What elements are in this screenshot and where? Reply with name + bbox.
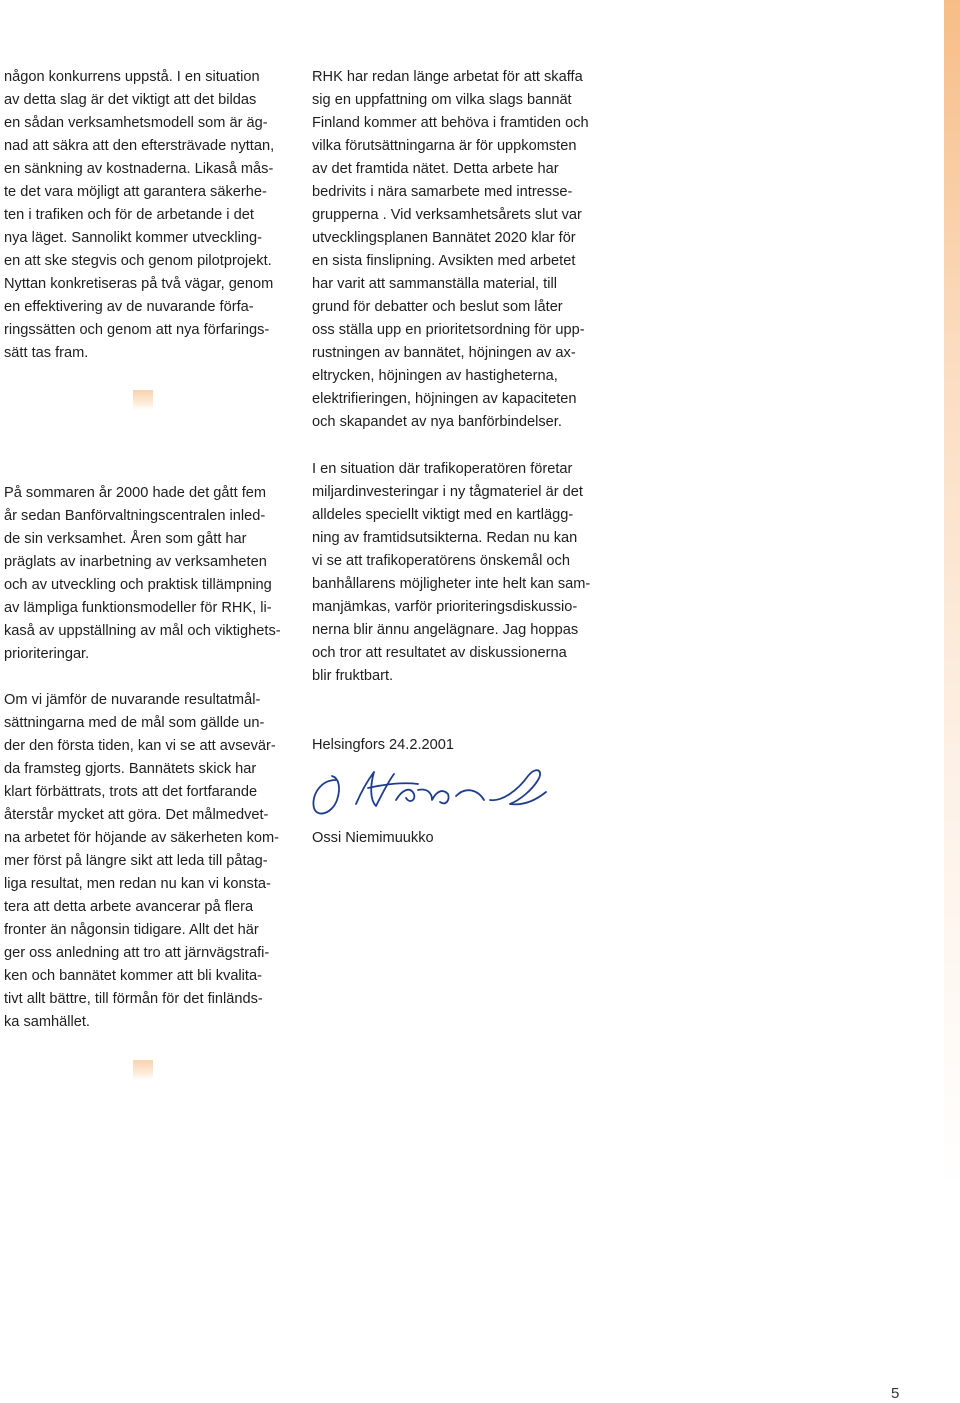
right-paragraph-2: I en situation där trafikoperatören företar miljardinvesteringar i ny tågmateriel är det alldeles speciellt viktigt med en kartlägg- ning av framtidsutsikterna. Redan nu kan vi se att trafikoperatörens önskemål och banhållarens möjligheter inte helt kan sam- manjämkas, varför prioriteringsdiskussio- nerna blir ännu angelägnare. Jag hoppas och tror att resultatet av diskussionerna blir fruktbart. (312, 461, 591, 684)
signer-name: Ossi Niemimuukko (312, 830, 434, 846)
place-date: Helsingfors 24.2.2001 (312, 737, 454, 753)
handwritten-signature (306, 760, 566, 824)
left-paragraph-2: På sommaren år 2000 hade det gått fem år sedan Banförvaltningscentralen inled- de sin verksamhet. Åren som gått har präglats av inarbetning av verksamheten och av utveckling och praktisk tillämpning av lämpliga funktionsmodeller för RHK, li- kaså av uppställning av mål och viktighets- prioriteringar. (4, 485, 281, 662)
left-column-top (4, 66, 304, 365)
decorative-square-marker (133, 1060, 153, 1080)
right-column-bottom (312, 458, 612, 757)
right-column-top (312, 66, 612, 434)
left-paragraph-3: Om vi jämför de nuvarande resultatmål- sättningarna med de mål som gällde un- der den första tiden, kan vi se att avsevär- da framsteg gjorts. Bannätets skick har klart förbättrats, trots att det fortfarande återstår mycket att göra. Det målmedvet- na arbetet för höjande av säkerheten kom- mer först på längre sikt att leda till påtag- liga resultat, men redan nu kan vi konsta- tera att detta arbete avancerar på flera fronter än någonsin tidigare. Allt det här ger oss anledning att tro att järnvägstrafi- ken och bannätet kommer att bli kvalita- tivt allt bättre, till förmån för det finländs- ka samhället. (4, 692, 280, 1030)
left-top-paragraph: någon konkurrens uppstå. I en situation av detta slag är det viktigt att det bildas en sådan verksamhetsmodell som är äg- nad att säkra att den eftersträvade nyttan, en sänkning av kostnaderna. Likaså mås- te det vara möjligt att garantera säkerhe- ten i trafiken och för de arbetande i det nya läget. Sannolikt kommer utveckling- en att ske stegvis och genom pilotprojekt. Nyttan konkretiseras på två vägar, genom en effektivering av de nuvarande förfa- ringssätten och genom att nya förfarings- sätt tas fram. (4, 69, 275, 361)
decorative-edge-strip (944, 0, 960, 1403)
decorative-square-marker (133, 390, 153, 410)
page-number: 5 (891, 1385, 900, 1402)
right-top-paragraph: RHK har redan länge arbetat för att skaffa sig en uppfattning om vilka slags bannät Finland kommer att behöva i framtiden och vilka förutsättningarna är för uppkomsten av det framtida nätet. Detta arbete har bedrivits i nära samarbete med intresse- grupperna . Vid verksamhetsårets slut var utvecklingsplanen Bannätet 2020 klar för en sista finslipning. Avsikten med arbetet har varit att sammanställa material, till grund för debatter och beslut som låter oss ställa upp en prioritetsordning för upp- rustningen av bannätet, höjningen av ax- eltrycken, höjningen av hastigheterna, elektrifieringen, höjningen av kapaciteten och skapandet av nya banförbindelser. (312, 69, 589, 430)
left-column-bottom (4, 482, 304, 1034)
